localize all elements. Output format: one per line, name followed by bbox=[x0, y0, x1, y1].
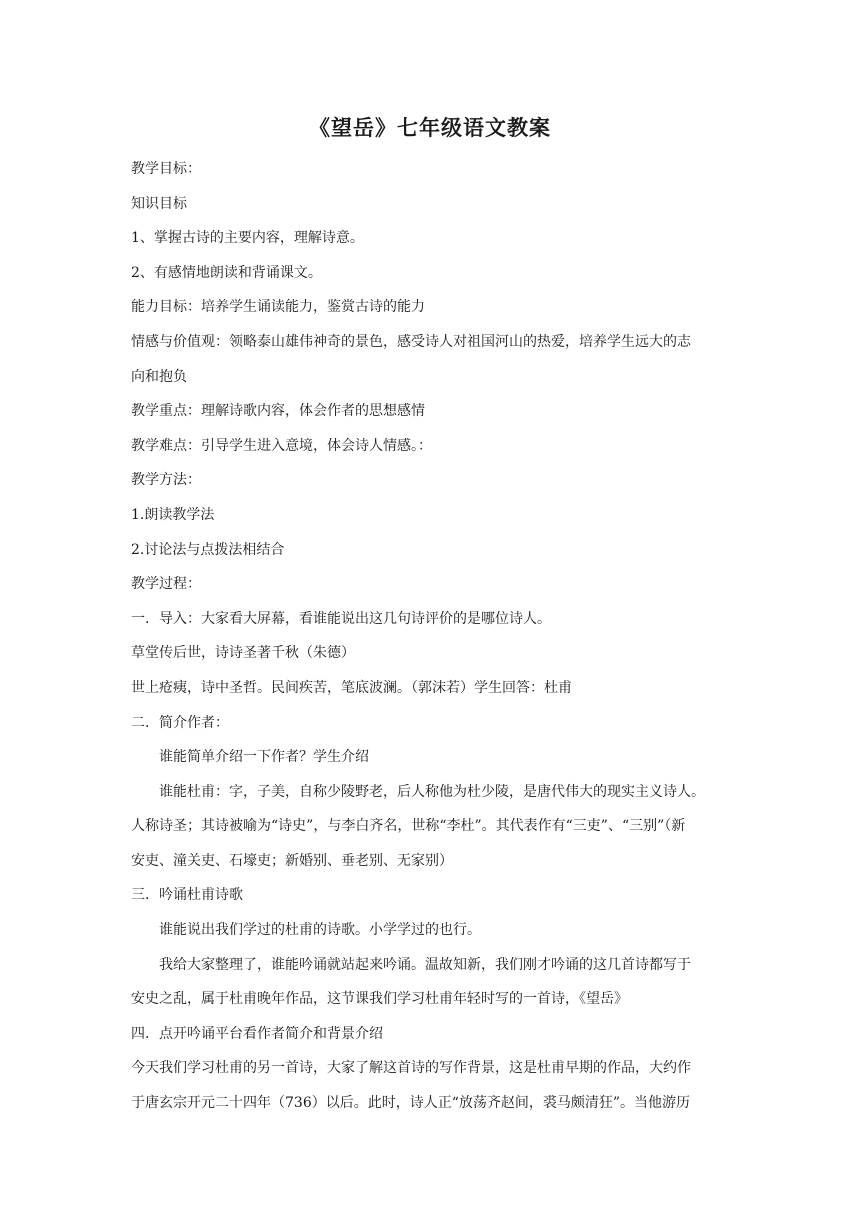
paragraph: 我给大家整理了，谁能吟诵就站起来吟诵。温故知新，我们刚才吟诵的这几首诗都写于 bbox=[159, 956, 691, 973]
paragraph: 1.朗读教学法 bbox=[131, 506, 215, 523]
paragraph: 教学难点：引导学生进入意境，体会诗人情感。： bbox=[131, 437, 432, 454]
paragraph: 教学过程： bbox=[131, 576, 201, 593]
paragraph: 于唐玄宗开元二十四年（736）以后。此时，诗人正“放荡齐赵间，裘马颇清狂”。当他游历 bbox=[131, 1095, 691, 1112]
paragraph: 向和抱负 bbox=[131, 368, 187, 385]
paragraph: 安史之乱，属于杜甫晚年作品，这节课我们学习杜甫年轻时写的一首诗，《望岳》 bbox=[131, 991, 628, 1008]
paragraph: 能力目标：培养学生诵读能力，鉴赏古诗的能力 bbox=[131, 299, 425, 316]
paragraph: 四．点开吟诵平台看作者简介和背景介绍 bbox=[131, 1025, 383, 1042]
document-body bbox=[131, 152, 731, 1121]
paragraph: 教学方法： bbox=[131, 472, 201, 489]
paragraph: 一．导入：大家看大屏幕，看谁能说出这几句诗评价的是哪位诗人。 bbox=[131, 610, 551, 627]
paragraph: 二．简介作者： bbox=[131, 714, 229, 731]
paragraph: 人称诗圣；其诗被喻为“诗史”，与李白齐名，世称“李杜”。其代表作有“三吏”、“三别”（新 bbox=[131, 818, 686, 835]
paragraph: 谁能说出我们学过的杜甫的诗歌。小学学过的也行。 bbox=[159, 922, 481, 939]
paragraph: 三．吟诵杜甫诗歌 bbox=[131, 887, 243, 904]
paragraph: 情感与价值观：领略泰山雄伟神奇的景色，感受诗人对祖国河山的热爱，培养学生远大的志 bbox=[131, 333, 691, 350]
paragraph: 谁能简单介绍一下作者？学生介绍 bbox=[159, 749, 369, 766]
document-title: 《望岳》七年级语文教案 bbox=[309, 116, 551, 140]
paragraph: 世上疮痍，诗中圣哲。民间疾苦，笔底波澜。（郭沫若）学生回答：杜甫 bbox=[131, 679, 572, 696]
paragraph: 草堂传后世，诗诗圣著千秋（朱德） bbox=[131, 645, 355, 662]
paragraph: 知识目标 bbox=[131, 195, 187, 212]
paragraph: 安吏、潼关吏、石壕吏；新婚别、垂老别、无家别） bbox=[131, 852, 453, 869]
paragraph: 谁能杜甫：字，子美，自称少陵野老，后人称他为杜少陵，是唐代伟大的现实主义诗人。 bbox=[159, 783, 705, 800]
paragraph: 2、有感情地朗读和背诵课文。 bbox=[131, 264, 322, 281]
paragraph: 教学重点：理解诗歌内容，体会作者的思想感情 bbox=[131, 403, 425, 420]
paragraph: 教学目标： bbox=[131, 161, 201, 177]
paragraph: 1、掌握古诗的主要内容，理解诗意。 bbox=[131, 230, 364, 247]
paragraph: 今天我们学习杜甫的另一首诗，大家了解这首诗的写作背景，这是杜甫早期的作品，大约作 bbox=[131, 1060, 691, 1077]
paragraph: 2.讨论法与点拨法相结合 bbox=[131, 541, 285, 558]
